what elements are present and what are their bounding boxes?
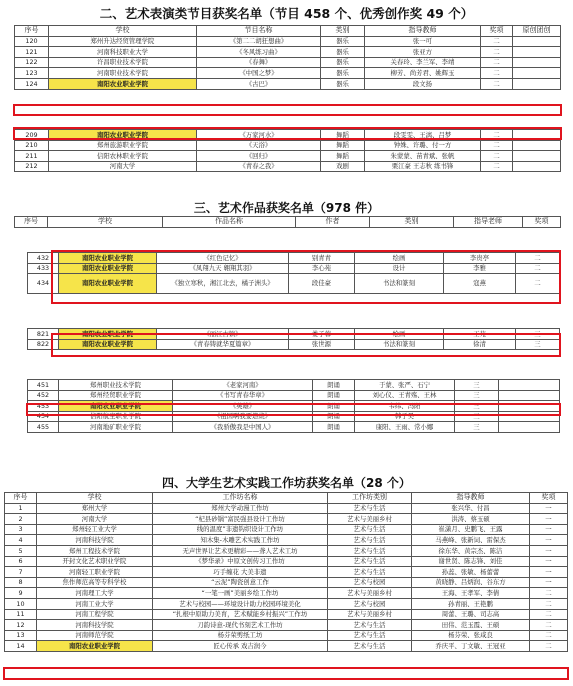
table-row — [15, 140, 561, 151]
table-row — [5, 514, 568, 525]
table-cell: 器乐 — [321, 78, 365, 89]
table-cell — [499, 390, 560, 401]
table-cell: “一笔一画”美丽乡绘工作坊 — [153, 588, 328, 599]
table-cell: 朗诵 — [313, 411, 355, 422]
table-cell: 谢世贤、陈志锋、刘佳 — [412, 556, 530, 567]
table-cell: 艺术与生活 — [328, 630, 412, 641]
table-cell: 《独立寒秋，湘江北去，橘子洲头》 — [157, 274, 289, 294]
table-cell: 河南科技职业大学 — [49, 47, 197, 58]
table-cell: 453 — [28, 401, 59, 412]
table-cell: 徐东华、黄宗杰、陈洁 — [412, 545, 530, 556]
table-cell: 三 — [455, 411, 499, 422]
table-cell: 4 — [5, 535, 37, 546]
table-cell: 李雅 — [444, 263, 516, 274]
table-cell: 信阳农林职业学院 — [49, 151, 197, 162]
table-cell: 舞蹈 — [321, 140, 365, 151]
table-cell: 《凤翔九天 翱翔其羽》 — [157, 263, 289, 274]
table-cell: 艺术与校园 — [328, 577, 412, 588]
table-cell: 南阳农业职业学院 — [59, 274, 157, 294]
table-cell: 设计 — [355, 263, 444, 274]
table-row — [15, 151, 561, 162]
table-cell: 451 — [28, 380, 59, 391]
table-row — [5, 598, 568, 609]
artwork-table-b — [27, 328, 560, 350]
table-cell: 《丽江古镇》 — [157, 329, 289, 340]
section-3-title: 三、艺术作品获奖名单（978 件） — [193, 201, 380, 215]
table-cell: 南阳农业职业学院 — [49, 130, 197, 141]
table-cell: 822 — [28, 339, 59, 350]
table-cell: 孙青丽、王艳鹏 — [412, 598, 530, 609]
table-cell: 《青春铸就华夏篇章》 — [157, 339, 289, 350]
table-cell: 艺术与生活 — [328, 524, 412, 535]
column-header: 序号 — [5, 493, 37, 504]
table-cell: 二 — [481, 140, 513, 151]
table-cell: 焦作师范高等专科学校 — [37, 577, 153, 588]
artwork-table-header — [14, 216, 561, 228]
table-cell: 《春舞》 — [197, 57, 321, 68]
table-cell: 朗诵 — [313, 380, 355, 391]
table-cell: 三 — [516, 329, 560, 340]
table-cell: 艺术与生活 — [328, 620, 412, 631]
table-cell: 3 — [5, 524, 37, 535]
highlight-box — [3, 667, 569, 680]
table-cell: 艺术与美丽乡村 — [328, 514, 412, 525]
table-cell: 南阳农业职业学院 — [59, 253, 157, 264]
table-cell — [499, 411, 560, 422]
column-header: 奖项 — [523, 217, 561, 228]
column-header: 原创团创 — [513, 26, 561, 37]
table-cell: 南阳农业职业学院 — [59, 339, 157, 350]
column-header: 学校 — [37, 493, 153, 504]
table-cell: 433 — [28, 263, 59, 274]
table-cell: 郑州大学动漫工作坊 — [153, 503, 328, 514]
table-cell: 绘画 — [355, 253, 444, 264]
table-cell: 209 — [15, 130, 49, 141]
table-cell: 韦纬、冯阳 — [355, 401, 455, 412]
table-cell: 《第二二胡狂想曲》 — [197, 36, 321, 47]
column-header: 工作坊名称 — [153, 493, 328, 504]
table-cell: 《梦华录》中原文创传习工作坊 — [153, 556, 328, 567]
table-row — [28, 390, 560, 401]
column-header: 序号 — [15, 217, 48, 228]
table-cell: 454 — [28, 411, 59, 422]
table-row — [5, 620, 568, 631]
table-cell: 张世源 — [289, 339, 355, 350]
table-cell — [513, 47, 561, 58]
table-cell: 《万家河水》 — [197, 130, 321, 141]
table-cell: 朱蒙蒙、苗青斌、张帆 — [365, 151, 481, 162]
table-cell: 知木集-木雕艺术实践工作坊 — [153, 535, 328, 546]
table-cell: 艺术与生活 — [328, 503, 412, 514]
table-cell: 二 — [530, 609, 568, 620]
table-cell: “扎根中原助力美育，艺术赋能乡村振兴”工作坊 — [153, 609, 328, 620]
table-cell: 一 — [530, 535, 568, 546]
table-cell: 三 — [455, 422, 499, 433]
table-cell: 舞蹈 — [321, 130, 365, 141]
table-cell: 段佳豪 — [289, 274, 355, 294]
table-cell: 朗诵 — [313, 390, 355, 401]
table-cell: 二 — [530, 598, 568, 609]
table-cell: 11 — [5, 609, 37, 620]
table-cell: 一 — [530, 514, 568, 525]
table-cell — [513, 130, 561, 141]
table-cell — [513, 57, 561, 68]
performance-table-a — [14, 25, 561, 90]
table-cell: 柳芳、尚芳君、姚辉玉 — [365, 68, 481, 79]
table-row — [28, 263, 560, 274]
table-cell: 艺术与生活 — [328, 545, 412, 556]
table-cell — [499, 401, 560, 412]
table-cell: 器乐 — [321, 36, 365, 47]
table-cell: 于蒙、张严、石宁 — [355, 380, 455, 391]
table-cell: 二 — [481, 47, 513, 58]
table-cell: 《古巴》 — [197, 78, 321, 89]
table-row — [5, 577, 568, 588]
table-cell: 艺术与生活 — [328, 641, 412, 652]
table-cell: 2 — [5, 514, 37, 525]
table-row — [28, 401, 560, 412]
table-cell: 二 — [481, 130, 513, 141]
column-header: 学校 — [49, 26, 197, 37]
table-cell: 线的温度”非遗钩织设计工作坊 — [153, 524, 328, 535]
table-cell: 一 — [530, 556, 568, 567]
section-4-title: 四、大学生艺术实践工作坊获奖名单（28 个） — [162, 476, 411, 490]
table-cell: 《书写青春华章》 — [173, 390, 313, 401]
table-cell — [513, 78, 561, 89]
table-cell: 《回归》 — [197, 151, 321, 162]
table-cell: 河南工业大学 — [37, 598, 153, 609]
table-cell: 河南地矿职业学院 — [59, 422, 173, 433]
table-cell: 212 — [15, 161, 49, 172]
column-header: 节目名称 — [197, 26, 321, 37]
table-cell: 栗江豪 王志秋 练书锋 — [365, 161, 481, 172]
table-cell: 河南理工大学 — [37, 588, 153, 599]
table-cell: 段文扬 — [365, 78, 481, 89]
column-header: 学校 — [48, 217, 163, 228]
table-cell: 二 — [481, 161, 513, 172]
table-row — [28, 339, 560, 350]
table-row — [5, 545, 568, 556]
table-cell: 三 — [455, 390, 499, 401]
table-row — [5, 567, 568, 578]
table-cell: 器乐 — [321, 47, 365, 58]
table-cell: 一 — [530, 503, 568, 514]
table-cell: 455 — [28, 422, 59, 433]
table-cell: 康阳、王雨、常小娜 — [355, 422, 455, 433]
table-row — [28, 253, 560, 264]
table-cell: 器乐 — [321, 57, 365, 68]
table-row — [28, 380, 560, 391]
table-row — [15, 57, 561, 68]
table-cell: 二 — [516, 253, 560, 264]
table-cell: 二 — [530, 641, 568, 652]
column-header: 工作坊类别 — [328, 493, 412, 504]
table-cell: 段雯雯、王漓、吕梦 — [365, 130, 481, 141]
performance-table-b — [14, 129, 561, 172]
table-cell: 二 — [481, 36, 513, 47]
table-cell: 周蕾、王璐、司志高 — [412, 609, 530, 620]
table-cell: 关春玲、李兰军、李靖 — [365, 57, 481, 68]
table-cell: 211 — [15, 151, 49, 162]
table-cell: 120 — [15, 36, 49, 47]
table-cell: 122 — [15, 57, 49, 68]
table-cell: 南阳农业职业学院 — [59, 329, 157, 340]
table-row — [5, 535, 568, 546]
table-cell: 5 — [5, 545, 37, 556]
table-row — [15, 78, 561, 89]
table-row — [15, 68, 561, 79]
table-cell: 韩子昊 — [355, 411, 455, 422]
table-cell: 河南工程学院 — [37, 609, 153, 620]
table-cell: 6 — [5, 556, 37, 567]
table-cell: 崔潇月、史鹏飞、王露 — [412, 524, 530, 535]
column-header: 指导教师 — [365, 26, 481, 37]
table-cell: 《老家河南》 — [173, 380, 313, 391]
table-cell: 14 — [5, 641, 37, 652]
table-cell — [513, 68, 561, 79]
table-cell: 二 — [516, 263, 560, 274]
table-cell: 12 — [5, 620, 37, 631]
table-cell: 巧手缠花 大美非遗 — [153, 567, 328, 578]
table-cell — [499, 380, 560, 391]
table-cell: 艺术与生活 — [328, 556, 412, 567]
table-cell: 李贵亭 — [444, 253, 516, 264]
table-cell: 书法和篆刻 — [355, 274, 444, 294]
table-cell: 9 — [5, 588, 37, 599]
table-cell: 南阳农业职业学院 — [59, 263, 157, 274]
table-cell: 马燕峰、张新词、雷保杰 — [412, 535, 530, 546]
table-cell: 《我骄傲我是中国人》 — [173, 422, 313, 433]
table-cell: 郑州升达经贸管理学院 — [49, 36, 197, 47]
table-cell — [499, 422, 560, 433]
table-cell: 8 — [5, 577, 37, 588]
table-row — [5, 524, 568, 535]
table-cell: 452 — [28, 390, 59, 401]
table-cell: 123 — [15, 68, 49, 79]
table-cell: 河南科技学院 — [37, 620, 153, 631]
table-cell: 朗诵 — [313, 422, 355, 433]
workshop-table — [4, 492, 568, 652]
table-header — [5, 493, 568, 504]
table-cell: 二 — [481, 151, 513, 162]
table-cell: 《冬风练习曲》 — [197, 47, 321, 58]
table-cell: 徐清 — [444, 339, 516, 350]
table-cell: “杞县砂锅”富民强县设计工作坊 — [153, 514, 328, 525]
table-cell — [513, 161, 561, 172]
recitation-table — [27, 379, 560, 433]
artwork-table-a — [27, 252, 560, 294]
column-header: 指导老师 — [454, 217, 523, 228]
column-header: 奖项 — [530, 493, 568, 504]
table-cell: 一 — [530, 567, 568, 578]
table-cell: 《青春之我》 — [197, 161, 321, 172]
table-cell: 一 — [530, 577, 568, 588]
table-cell: 杨芬荣、张咸良 — [412, 630, 530, 641]
table-cell: 刘心仪、王青殇、王林 — [355, 390, 455, 401]
column-header: 作品名称 — [163, 217, 296, 228]
table-cell: 田伟、范玉霞、王硕 — [412, 620, 530, 631]
table-cell: 二 — [481, 78, 513, 89]
column-header: 类别 — [370, 217, 454, 228]
table-cell: 艺术与校园——环境设计助力校园环境美化 — [153, 598, 328, 609]
table-cell: 钟姝、许璐、付一方 — [365, 140, 481, 151]
table-cell: 二 — [481, 68, 513, 79]
table-cell: 艺术与美丽乡村 — [328, 609, 412, 620]
table-cell: 二 — [481, 57, 513, 68]
table-header — [15, 26, 561, 37]
table-cell: 1 — [5, 503, 37, 514]
table-cell: 三 — [455, 401, 499, 412]
table-cell: 南阳农业职业学院 — [37, 641, 153, 652]
table-cell: 郑州工程技术学院 — [37, 545, 153, 556]
table-cell: 娄子蓉 — [289, 329, 355, 340]
table-cell: 《天浴》 — [197, 140, 321, 151]
table-cell: 三 — [455, 380, 499, 391]
table-cell: 二 — [516, 274, 560, 294]
table-cell: 南阳农业职业学院 — [59, 401, 173, 412]
section-2-title: 二、艺术表演类节目获奖名单（节目 458 个、优秀创作奖 49 个） — [99, 6, 474, 21]
table-cell: 匠心传承 戏吉润今 — [153, 641, 328, 652]
table-cell: 河南大学 — [49, 161, 197, 172]
table-cell: 刀韵诗意-现代书刻艺术工作坊 — [153, 620, 328, 631]
table-cell: 一 — [530, 524, 568, 535]
table-cell: 艺术与生活 — [328, 535, 412, 546]
table-cell: 别青青 — [289, 253, 355, 264]
table-cell: 书法和篆刻 — [355, 339, 444, 350]
table-cell: 河南轻工职业学院 — [37, 567, 153, 578]
table-cell: 王海、王孝军、李倩 — [412, 588, 530, 599]
table-cell — [513, 140, 561, 151]
table-row — [5, 630, 568, 641]
table-cell: 艺术与美丽乡村 — [328, 588, 412, 599]
table-cell: 器乐 — [321, 68, 365, 79]
table-cell: 无声世界让艺术更精彩——聋人艺术工坊 — [153, 545, 328, 556]
table-cell: 10 — [5, 598, 37, 609]
table-cell — [513, 151, 561, 162]
table-row — [5, 609, 568, 620]
table-row — [28, 411, 560, 422]
table-cell: 朗诵 — [313, 401, 355, 412]
table-cell: 7 — [5, 567, 37, 578]
table-cell: 张兴华、付昌 — [412, 503, 530, 514]
table-row — [28, 329, 560, 340]
table-cell: 432 — [28, 253, 59, 264]
table-cell: 信阳航空职业学院 — [59, 411, 173, 422]
table-cell: 河南师范学院 — [37, 630, 153, 641]
table-row — [5, 588, 568, 599]
table-cell: 二 — [530, 588, 568, 599]
table-cell: 《英雄》 — [173, 401, 313, 412]
table-row — [28, 422, 560, 433]
table-cell: 李心苑 — [289, 263, 355, 274]
table-cell: 三 — [516, 339, 560, 350]
table-cell: 河南科技学院 — [37, 535, 153, 546]
table-cell: 绘画 — [355, 329, 444, 340]
table-cell: 《红色记忆》 — [157, 253, 289, 264]
table-cell: “云泥”陶瓷创意工作 — [153, 577, 328, 588]
table-header — [15, 217, 561, 228]
table-cell: 南阳农业职业学院 — [49, 78, 197, 89]
table-cell: 王苑 — [444, 329, 516, 340]
table-cell: 821 — [28, 329, 59, 340]
table-row — [5, 641, 568, 652]
column-header: 类别 — [321, 26, 365, 37]
table-cell: 郑州大学 — [37, 503, 153, 514]
table-cell: 124 — [15, 78, 49, 89]
table-cell: 杨芬荣剪纸工坊 — [153, 630, 328, 641]
table-cell: 乔庆平、丁文敏、王冠亚 — [412, 641, 530, 652]
table-cell: 13 — [5, 630, 37, 641]
table-cell: 郑州轻工业大学 — [37, 524, 153, 535]
table-cell: 张一可 — [365, 36, 481, 47]
table-cell: 开封文化艺术职业学院 — [37, 556, 153, 567]
table-cell: 艺术与校园 — [328, 598, 412, 609]
column-header: 序号 — [15, 26, 49, 37]
table-cell: 《中国之梦》 — [197, 68, 321, 79]
table-cell: 二 — [530, 620, 568, 631]
table-cell: 戏剧 — [321, 161, 365, 172]
table-cell: 黄晓静、吕炳润、谷东方 — [412, 577, 530, 588]
table-cell: 郑州经贸职业学院 — [59, 390, 173, 401]
table-row — [15, 130, 561, 141]
table-cell: 孙蕊、张敏、杨蕾蕾 — [412, 567, 530, 578]
table-row — [5, 556, 568, 567]
table-cell: 210 — [15, 140, 49, 151]
table-cell: 郑州职业技术学院 — [59, 380, 173, 391]
table-cell: 郑州旅游职业学院 — [49, 140, 197, 151]
column-header: 作者 — [296, 217, 370, 228]
table-cell — [513, 36, 561, 47]
table-cell: 一 — [530, 545, 568, 556]
table-cell: 二 — [530, 630, 568, 641]
table-row — [5, 503, 568, 514]
table-cell: 舞蹈 — [321, 151, 365, 162]
column-header: 奖项 — [481, 26, 513, 37]
table-cell: 《祖国啊我要燃烧》 — [173, 411, 313, 422]
table-row — [15, 161, 561, 172]
table-row — [15, 47, 561, 58]
table-cell: 许昌职业技术学院 — [49, 57, 197, 68]
table-cell: 河南职业技术学院 — [49, 68, 197, 79]
table-cell: 张亚方 — [365, 47, 481, 58]
table-row — [15, 36, 561, 47]
table-cell: 434 — [28, 274, 59, 294]
column-header: 指导教师 — [412, 493, 530, 504]
table-cell: 寇燕 — [444, 274, 516, 294]
table-cell: 艺术与生活 — [328, 567, 412, 578]
table-cell: 121 — [15, 47, 49, 58]
table-row — [28, 274, 560, 294]
highlight-box — [13, 104, 562, 116]
table-cell: 洪涛、蔡玉硕 — [412, 514, 530, 525]
table-cell: 河南大学 — [37, 514, 153, 525]
